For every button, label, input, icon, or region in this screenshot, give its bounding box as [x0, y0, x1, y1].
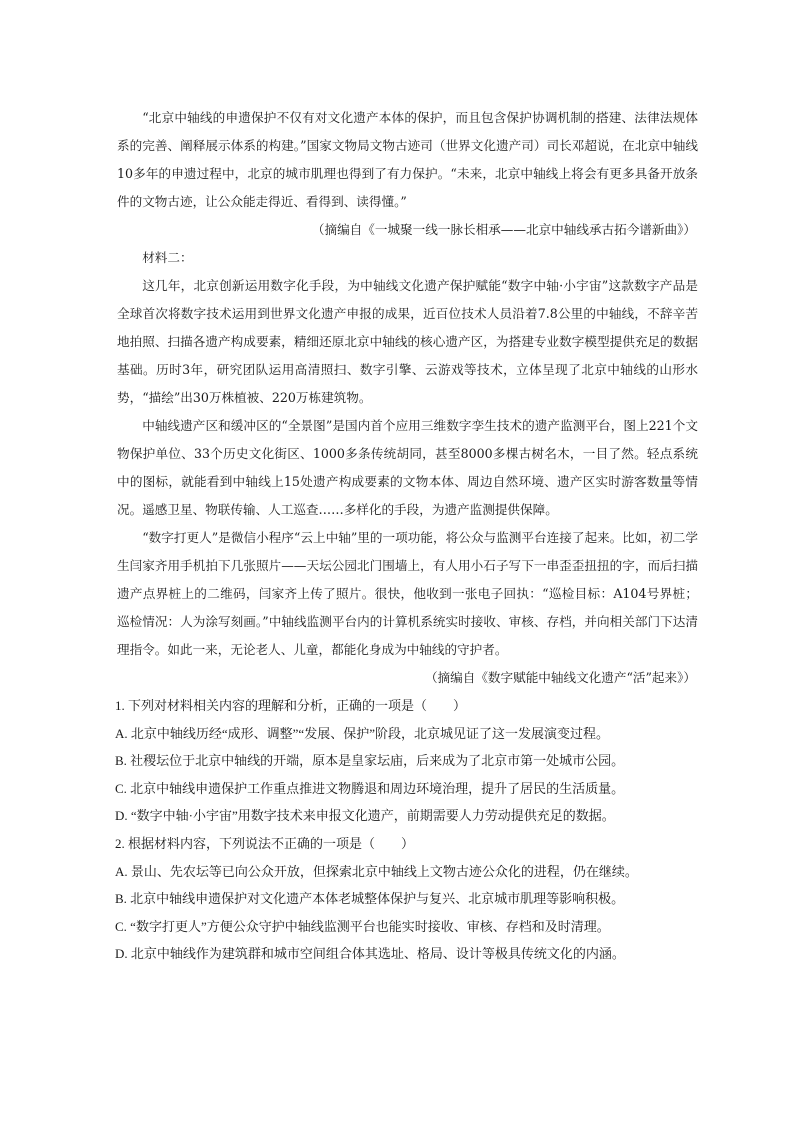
question-2-option-d: D. 北京中轴线作为建筑群和城市空间组合体其选址、格局、设计等极具传统文化的内涵。: [115, 946, 625, 962]
question-2: [115, 830, 698, 968]
material1-source: （摘编自《一城聚一线一脉长相承——北京中轴线承古拓今谱新曲》）: [311, 222, 696, 237]
material2-source: （摘编自《数字赋能中轴线文化遗产“活”起来》）: [424, 670, 696, 685]
question-1-option-d: D. “数字中轴·小宇宙”用数字技术来申报文化遗产，前期需要人力劳动提供充足的数据。: [115, 808, 615, 824]
question-2-option-b: B. 北京中轴线申遗保护对文化遗产本体老城整体保护与复兴、北京城市肌理等影响积极。: [115, 891, 625, 907]
material1-paragraph: “北京中轴线的申遗保护不仅有对文化遗产本体的保护，而且包含保护协调机制的搭建、法律法规体系的完善、阐释展示体系的构建。”国家文物局文物古迹司（世界文化遗产司）司长邓超说，在北京中轴线10多年的申遗过程中，北京的城市肌理也得到了有力保护。“未来，北京中轴线上将会有更多具备开放条件的文物古迹，让公众能走得近、看得到、读得懂。”: [117, 110, 698, 209]
material2-paragraph-1: 这几年，北京创新运用数字化手段，为中轴线文化遗产保护赋能“数字中轴·小宇宙”这款数字产品是全球首次将数字技术运用到世界文化遗产申报的成果，近百位技术人员沿着7.8公里的中轴线，不辞辛苦地拍照、扫描各遗产构成要素，精细还原北京中轴线的核心遗产区，为搭建专业数字模型提供充足的数据基础。历时3年，研究团队运用高清照扫、数字引擎、云游戏等技术，立体呈现了北京中轴线的山形水势，“描绘”出30万株植被、220万栋建筑物。: [117, 278, 698, 405]
question-1-option-a: A. 北京中轴线历经“成形、调整”“发展、保护”阶段，北京城见证了这一发展演变过程。: [115, 725, 609, 741]
question-1-option-b: B. 社稷坛位于北京中轴线的开端，原本是皇家坛庙，后来成为了北京市第一处城市公园。: [115, 753, 625, 769]
material2-paragraph-3: “数字打更人”是微信小程序“云上中轴”里的一项功能，将公众与监测平台连接了起来。比如，初二学生闫家齐用手机拍下几张照片——天坛公园北门围墙上，有人用小石子写下一串歪歪扭扭的字，而后扫描遗产点界桩上的二维码，闫家齐上传了照片。很快，他收到一张电子回执：“巡检目标：A104号界桩；巡检情况：人为涂写刻画。”中轴线监测平台内的计算机系统实时接收、审核、存档，并向相关部门下达清理指令。如此一来，无论老人、儿童，都能化身成为中轴线的守护者。: [117, 530, 698, 657]
material2-paragraph-2: 中轴线遗产区和缓冲区的“全景图”是国内首个应用三维数字孪生技术的遗产监测平台，图上221个文物保护单位、33个历史文化街区、1000多条传统胡同，甚至8000多棵古树名木，一目了然。轻点系统中的图标，就能看到中轴线上15处遗产构成要素的文物本体、周边自然环境、遗产区实时游客数量等情况。遥感卫星、物联传输、人工巡查……多样化的手段，为遗产监测提供保障。: [117, 418, 698, 517]
question-1-option-c: C. 北京中轴线申遗保护工作重点推进文物腾退和周边环境治理，提升了居民的生活质量。: [115, 780, 625, 796]
question-2-stem: 2. 根据材料内容，下列说法不正确的一项是（ ）: [115, 835, 415, 851]
question-2-option-a: A. 景山、先农坛等已向公众开放，但探索北京中轴线上文物古迹公众化的进程，仍在继续。: [115, 863, 638, 879]
question-2-option-c: C. “数字打更人”方便公众守护中轴线监测平台也能实时接收、审核、存档和及时清理。: [115, 918, 610, 934]
material2-label: 材料二：: [142, 250, 193, 265]
question-1-stem: 1. 下列对材料相关内容的理解和分析，正确的一项是（ ）: [115, 698, 467, 713]
question-1: [115, 692, 698, 830]
